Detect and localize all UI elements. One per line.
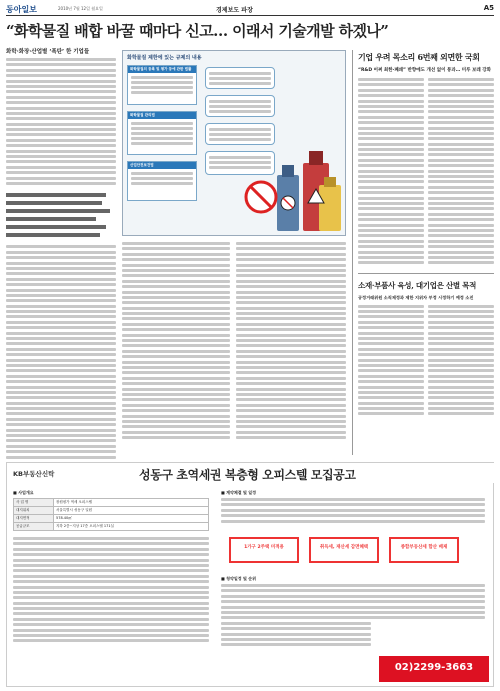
quote-bubble-1 bbox=[205, 67, 275, 89]
ad-body bbox=[7, 485, 495, 688]
ad-title: 성동구 초역세권 복층형 오피스텔 모집공고 bbox=[139, 468, 356, 482]
infographic-box-1: 화학물질의 등록 및 평가 등에 관한 법률 bbox=[127, 65, 197, 105]
article-column-mid-1 bbox=[122, 242, 230, 441]
ad-brand: KB부동산신탁 bbox=[13, 470, 55, 478]
infographic-box-3: 산업안전보건법 bbox=[127, 161, 197, 201]
overview-label: ■ 사업개요 bbox=[13, 490, 34, 495]
right-headline-2: 소재·부품사 육성, 대기업은 산별 목적 bbox=[358, 280, 477, 290]
main-headline: “화학물질 배합 바꿀 때마다 신고… 이래서 기술개발 하겠나” bbox=[6, 22, 389, 40]
ad-header bbox=[7, 463, 495, 483]
right-subhead-2: 공정거래위원 소직제정과 제한 지위자 부정 시정하기 예정 소진 bbox=[358, 294, 474, 300]
column-divider bbox=[352, 50, 353, 455]
right-article bbox=[358, 52, 494, 418]
feature-badge-1: 1가구 2주택 미적용 bbox=[229, 537, 299, 563]
table-row: 대지위치 서울특별시 성동구 일원 bbox=[14, 507, 209, 515]
article-column-mid-2 bbox=[236, 242, 346, 441]
section-title: 경제보도 파장 bbox=[216, 7, 253, 14]
no-entry-icon bbox=[243, 179, 279, 215]
infographic bbox=[122, 50, 346, 236]
main-subhead: 화학·화장·산업별 ‘폭탄’ 한 기업들 bbox=[6, 49, 90, 55]
contract-label: ■ 계약체결 및 일정 bbox=[221, 490, 257, 495]
table-row: 공급규모 지하 2층~지상 17층 오피스텔 171실 bbox=[14, 523, 209, 531]
schedule-label: ■ 청약일정 및 순위 bbox=[221, 576, 257, 581]
right-subhead: “R&D 어쩌 최한·폐쇄” 반향에도 개선 없이 통과… 미루 보레 강화 bbox=[358, 68, 491, 73]
table-row: 대지면적 578.40㎡ bbox=[14, 515, 209, 523]
feature-badge-2: 취득세, 재산세 감면혜택 bbox=[309, 537, 379, 563]
contact-phone[interactable]: 02)2299-3663 bbox=[379, 656, 489, 682]
page-number: A5 bbox=[483, 4, 494, 12]
page-header bbox=[6, 4, 494, 16]
infographic-title: 화학물질 제한에 있는 규제의 내용 bbox=[127, 55, 202, 61]
table-row: 사 업 명 장원평가 역세 오피스텔 bbox=[14, 499, 209, 507]
quote-bubble-2 bbox=[205, 95, 275, 117]
newspaper-logo: 동아일보 bbox=[6, 4, 37, 14]
feature-badge-3: 종합부동산세 합산 배제 bbox=[389, 537, 459, 563]
article-column-left bbox=[6, 58, 116, 461]
right-headline: 기업 우려 목소리 6번째 외면한 국회 bbox=[358, 52, 480, 62]
chemical-bottles-illustration bbox=[273, 135, 345, 235]
quote-bubble-4 bbox=[205, 151, 275, 175]
overview-table bbox=[13, 498, 209, 531]
infographic-box-2: 화학물질 관리법 bbox=[127, 111, 197, 155]
quote-bubble-3 bbox=[205, 123, 275, 145]
dateline: 2010년 7월 12일 월요일 bbox=[58, 6, 103, 11]
real-estate-advertisement bbox=[6, 462, 494, 687]
